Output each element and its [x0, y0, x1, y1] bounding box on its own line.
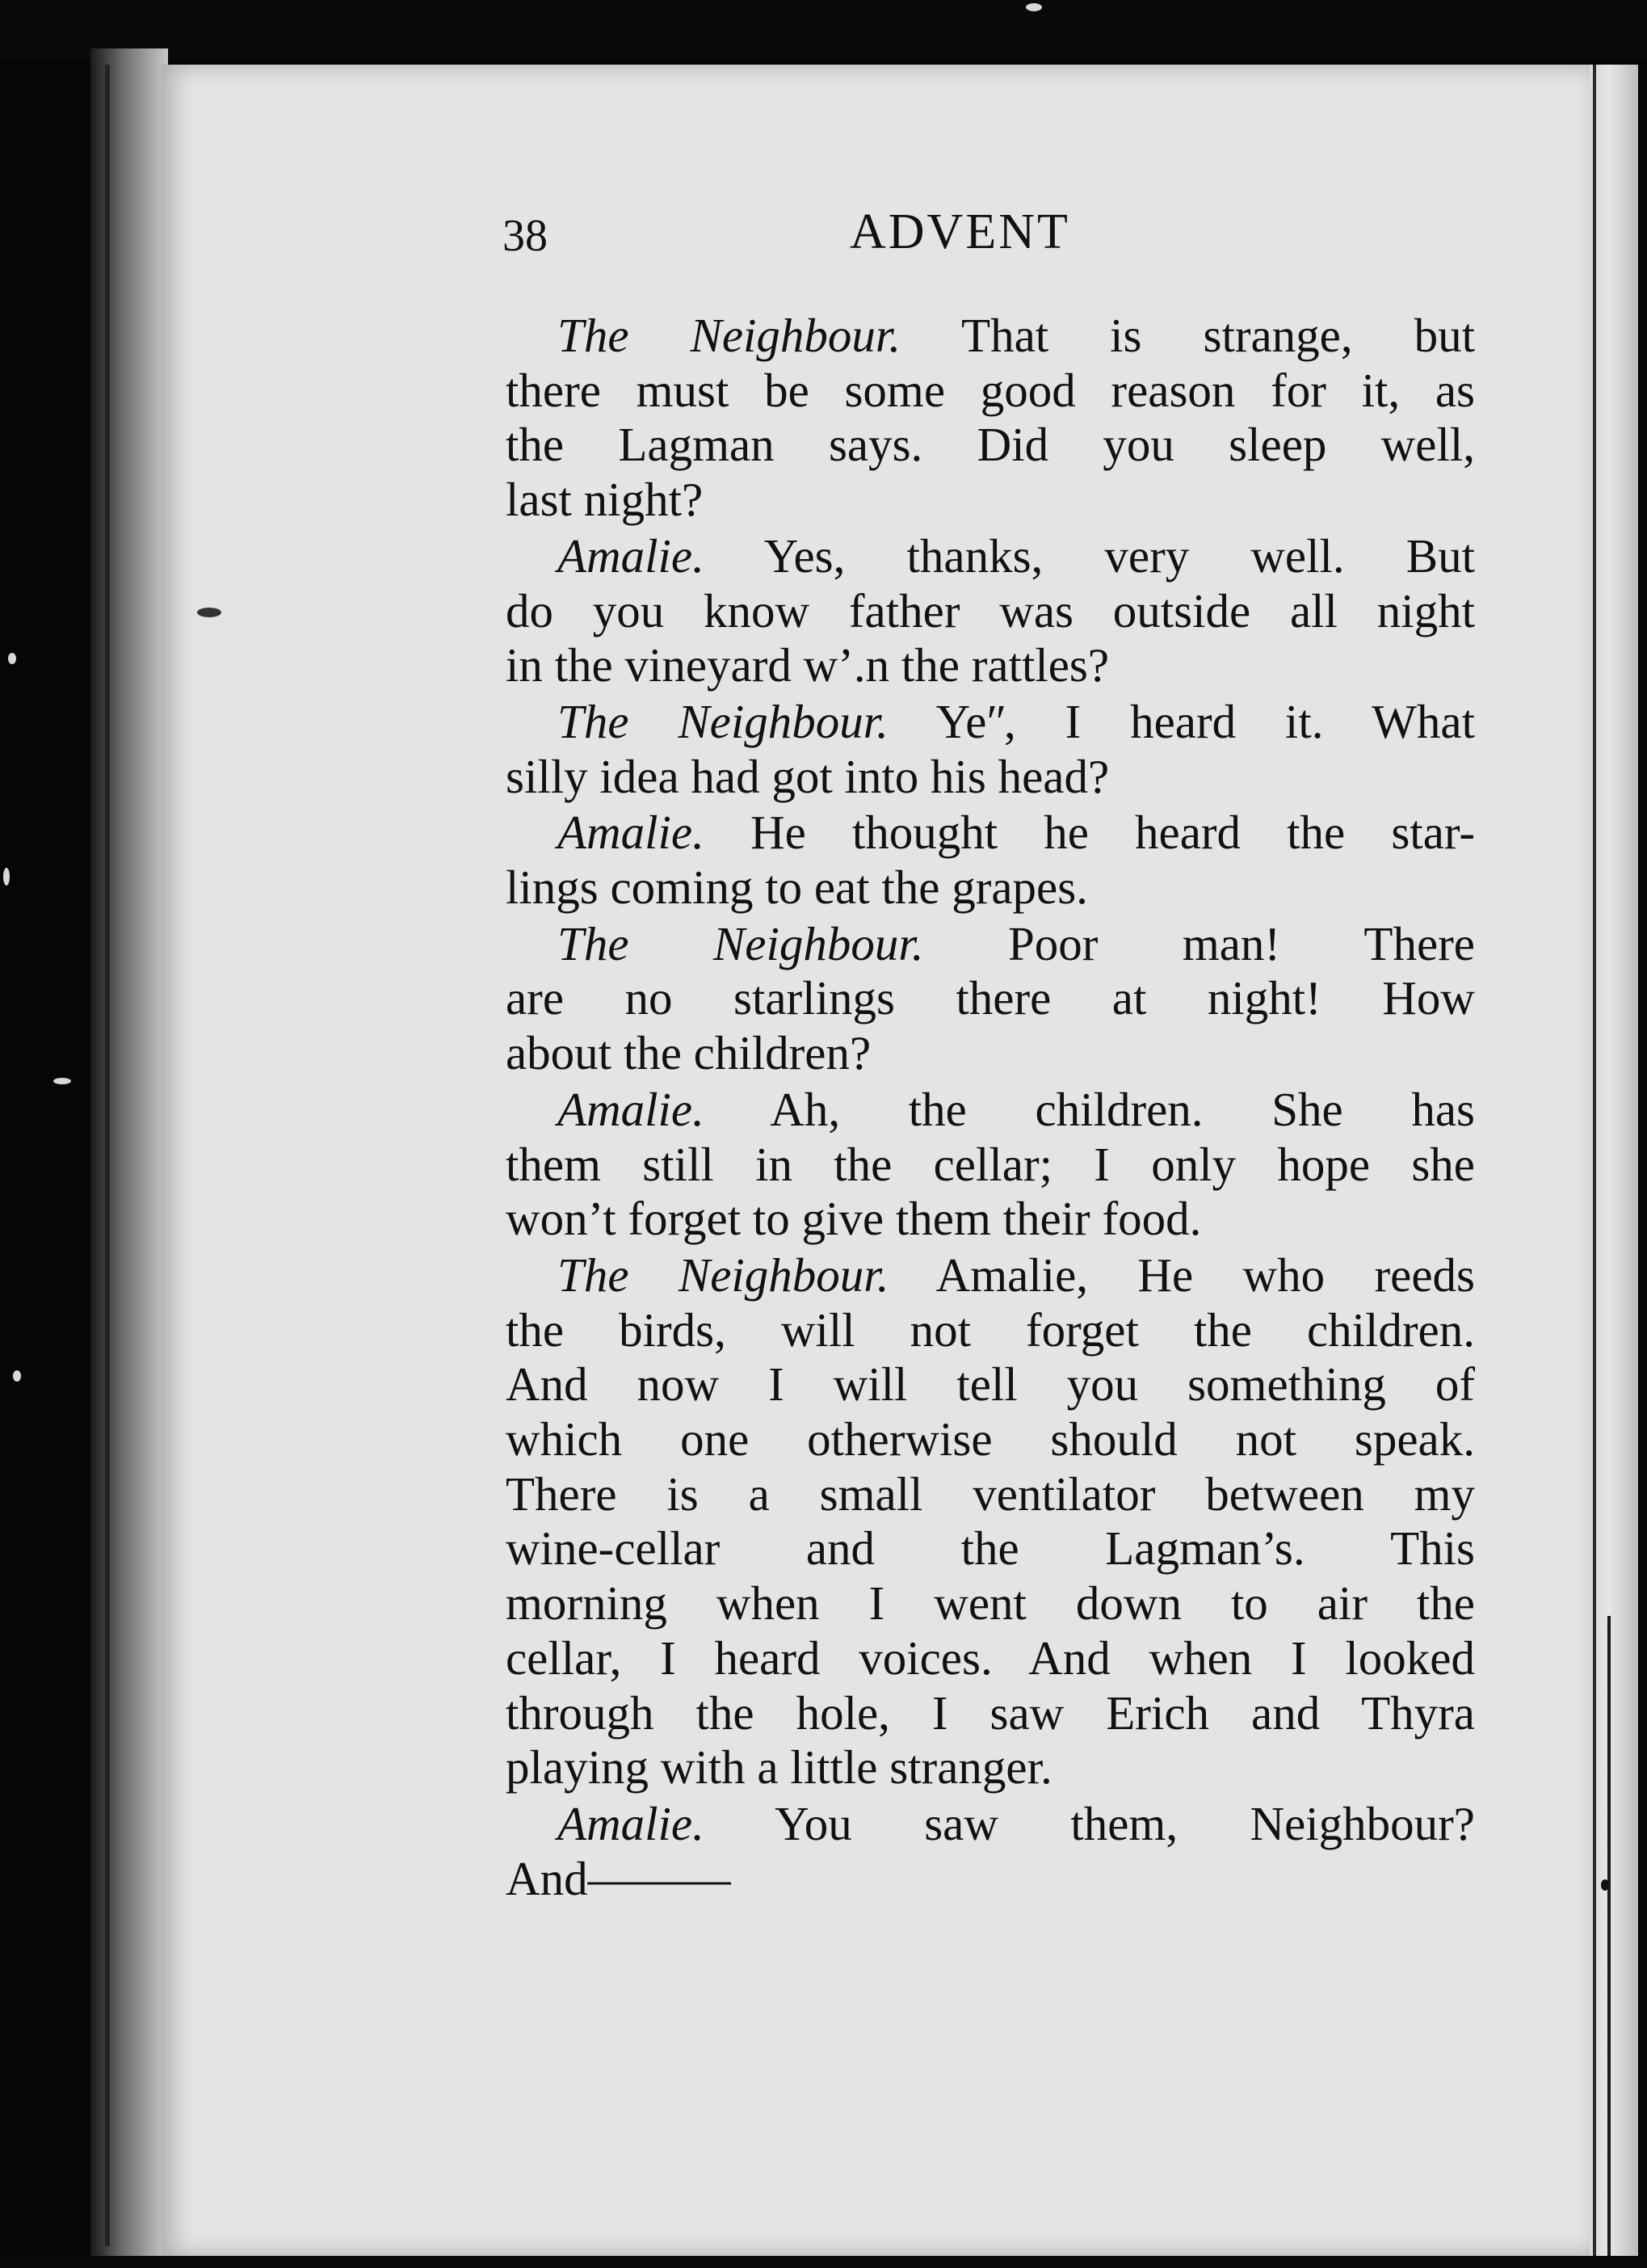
dialogue-paragraph [506, 1248, 1475, 1795]
text-line [506, 1357, 1475, 1412]
dust-speck [1601, 1879, 1609, 1891]
spine-binding-line [105, 65, 110, 2246]
text-line [506, 1083, 1475, 1138]
text-line [506, 1797, 1475, 1852]
text-line [506, 584, 1475, 639]
text-line [506, 695, 1475, 750]
text-line [506, 971, 1475, 1026]
line-text: through the hole, I saw Erich and Thyra [506, 1685, 1475, 1740]
line-text: Yeʺ, I heard it. What [888, 694, 1475, 748]
text-line [506, 1740, 1475, 1795]
text-line [506, 529, 1475, 584]
body-text [506, 309, 1475, 1908]
page-number: 38 [502, 211, 548, 261]
text-line [506, 1138, 1475, 1193]
dialogue-paragraph [506, 917, 1475, 1081]
page-right-border-lower [1607, 1616, 1611, 2256]
line-text: That is strange, but [901, 309, 1476, 362]
text-line [506, 1686, 1475, 1741]
text-line [506, 364, 1475, 419]
text-line [506, 750, 1475, 805]
line-text: He thought he heard the star- [704, 806, 1475, 860]
speaker-name: The Neighbour. [557, 916, 924, 970]
text-line [506, 1412, 1475, 1467]
speaker-name: Amalie. [557, 528, 704, 583]
text-line [506, 1852, 1475, 1907]
text-line [506, 1576, 1475, 1631]
line-text: There is a small ventilator between my [506, 1466, 1475, 1521]
line-text: wine-cellar and the Lagman’s. This [506, 1521, 1475, 1576]
dust-speck [3, 868, 10, 886]
line-text: do you know father was outside all night [506, 583, 1475, 637]
running-title: ADVENT [850, 204, 1070, 259]
line-text: And——— [506, 1851, 731, 1905]
text-line [506, 418, 1475, 473]
scan-top-edge [0, 0, 1647, 58]
text-line [506, 1521, 1475, 1576]
text-line [506, 309, 1475, 364]
line-text: there must be some good reason for it, as [506, 363, 1475, 417]
dialogue-paragraph [506, 806, 1475, 915]
text-line [506, 1631, 1475, 1686]
text-line [506, 1467, 1475, 1522]
line-text: silly idea had got into his head? [506, 749, 1110, 803]
text-line [506, 1026, 1475, 1081]
text-line [506, 1248, 1475, 1303]
dust-speck [13, 1370, 21, 1382]
line-text: Yes, thanks, very well. But [704, 528, 1475, 583]
dust-speck [1026, 3, 1042, 11]
text-line [506, 638, 1475, 693]
speaker-name: The Neighbour. [557, 1248, 889, 1302]
speaker-name: Amalie. [557, 1082, 704, 1136]
text-line [506, 1192, 1475, 1247]
line-text: cellar, I heard voices. And when I looked [506, 1631, 1475, 1685]
line-text: them still in the cellar; I only hope she [506, 1137, 1475, 1191]
scan-bottom-edge [0, 2256, 1647, 2268]
line-text: playing with a little stranger. [506, 1740, 1052, 1795]
line-text: are no starlings there at night! How [506, 971, 1475, 1025]
text-line [506, 473, 1475, 528]
dialogue-paragraph [506, 1797, 1475, 1906]
line-text: which one otherwise should not speak. [506, 1412, 1475, 1466]
speaker-name: The Neighbour. [557, 309, 901, 362]
line-text: You saw them, Neighbour? [704, 1796, 1475, 1850]
line-text: the Lagman says. Did you sleep well, [506, 418, 1475, 472]
text-line [506, 1303, 1475, 1358]
speaker-name: Amalie. [557, 1796, 704, 1850]
line-text: Poor man! There [923, 916, 1475, 970]
line-text: Ah, the children. She has [704, 1082, 1475, 1136]
dialogue-paragraph [506, 695, 1475, 804]
dust-speck [8, 653, 16, 664]
line-text: about the children? [506, 1026, 872, 1080]
line-text: in the vineyard wʼ.n the rattles? [506, 638, 1110, 692]
dialogue-paragraph [506, 309, 1475, 528]
line-text: Amalie, He who reeds [889, 1248, 1475, 1302]
dust-speck [53, 1078, 71, 1084]
text-line [506, 917, 1475, 972]
text-line [506, 860, 1475, 915]
line-text: last night? [506, 473, 704, 527]
dust-speck [197, 608, 221, 617]
book-spine [90, 48, 168, 2262]
text-line [506, 806, 1475, 860]
dialogue-paragraph [506, 529, 1475, 693]
page-right-border [1593, 65, 1596, 2256]
speaker-name: The Neighbour. [557, 694, 889, 748]
running-head [502, 204, 1480, 268]
page-fore-edge [1590, 65, 1638, 2256]
line-text: And now I will tell you something of [506, 1357, 1475, 1412]
speaker-name: Amalie. [557, 806, 704, 860]
line-text: lings coming to eat the grapes. [506, 860, 1088, 915]
line-text: won’t forget to give them their food. [506, 1192, 1202, 1246]
line-text: the birds, will not forget the children. [506, 1302, 1475, 1357]
dialogue-paragraph [506, 1083, 1475, 1247]
line-text: morning when I went down to air the [506, 1576, 1475, 1631]
